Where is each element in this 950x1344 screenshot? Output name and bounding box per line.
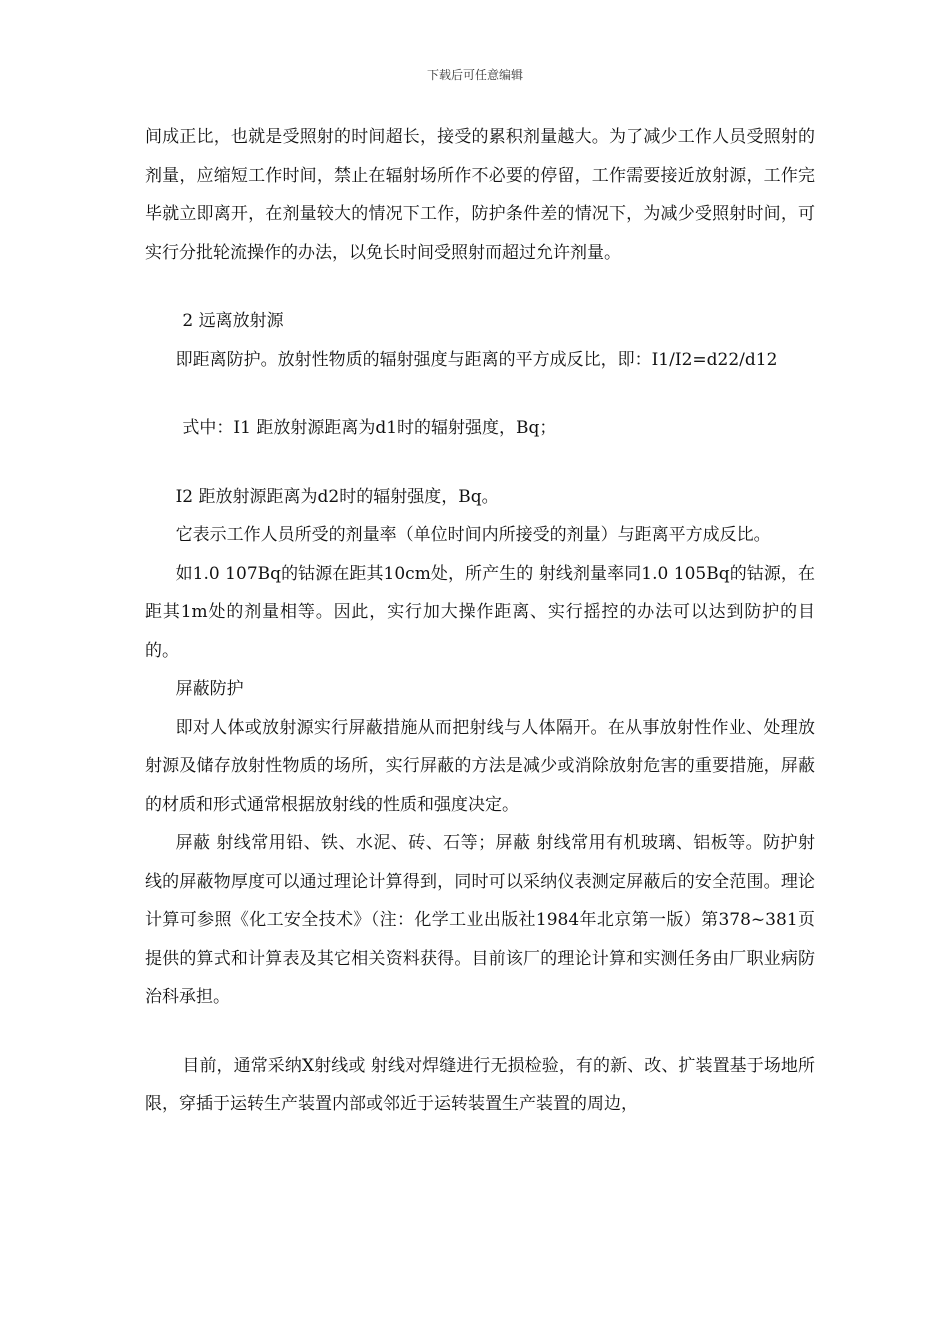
- paragraph-formula-i1: 式中：I1 距放射源距离为d1时的辐射强度，Bq；: [182, 418, 557, 438]
- section-heading-shielding: 屏蔽防护: [175, 679, 244, 699]
- document-body: [145, 118, 815, 1124]
- page-header: 下载后可任意编辑: [426, 68, 523, 82]
- paragraph-gap: [145, 448, 815, 478]
- section-heading-distance: 2 远离放射源: [182, 311, 284, 331]
- paragraph-gap: [145, 272, 815, 302]
- paragraph-gap: [145, 1017, 815, 1047]
- paragraph-shielding-measures: 即对人体或放射源实行屏蔽措施从而把射线与人体隔开。在从事放射性作业、处理放射源及储存放射性物质的场所，实行屏蔽的方法是减少或消除放射危害的重要措施，屏蔽的材质和形式通常根据放射线的性质和强度决定。: [145, 717, 815, 815]
- paragraph-distance-formula: 即距离防护。放射性物质的辐射强度与距离的平方成反比，即：I1/I2=d22/d12: [175, 349, 778, 370]
- paragraph-shielding-materials: 屏蔽 射线常用铅、铁、水泥、砖、石等；屏蔽 射线常用有机玻璃、铝板等。防护射线的屏蔽物厚度可以通过理论计算得到，同时可以采纳仪表测定屏蔽后的安全范围。理论计算可参照《化工安全技术》（注：化学工业出版社1984年北京第一版）第378~381页提供的算式和计算表及其它相关资料获得。目前该厂的理论计算和实测任务由厂职业病防治科承担。: [145, 833, 815, 1007]
- paragraph-xray-inspection: 目前，通常采纳X射线或 射线对焊缝进行无损检验，有的新、改、扩装置基于场地所限，穿插于运转生产装置内部或邻近于运转装置生产装置的周边，: [145, 1055, 815, 1114]
- paragraph-formula-i2: I2 距放射源距离为d2时的辐射强度，Bq。: [175, 486, 499, 507]
- paragraph-cobalt-example: 如1.0 107Bq的钴源在距其10cm处，所产生的 射线剂量率同1.0 105Bq的钴源，在距其1m处的剂量相等。因此，实行加大操作距离、实行摇控的办法可以达到防护的目的。: [145, 563, 815, 661]
- paragraph-time-protection: 间成正比，也就是受照射的时间超长，接受的累积剂量越大。为了减少工作人员受照射的剂量，应缩短工作时间，禁止在辐射场所作不必要的停留，工作需要接近放射源，工作完毕就立即离开，在剂量较大的情况下工作，防护条件差的情况下，为减少受照射时间，可实行分批轮流操作的办法，以免长时间受照射而超过允许剂量。: [145, 127, 815, 263]
- paragraph-dose-rate: 它表示工作人员所受的剂量率（单位时间内所接受的剂量）与距离平方成反比。: [175, 525, 771, 545]
- paragraph-gap: [145, 379, 815, 409]
